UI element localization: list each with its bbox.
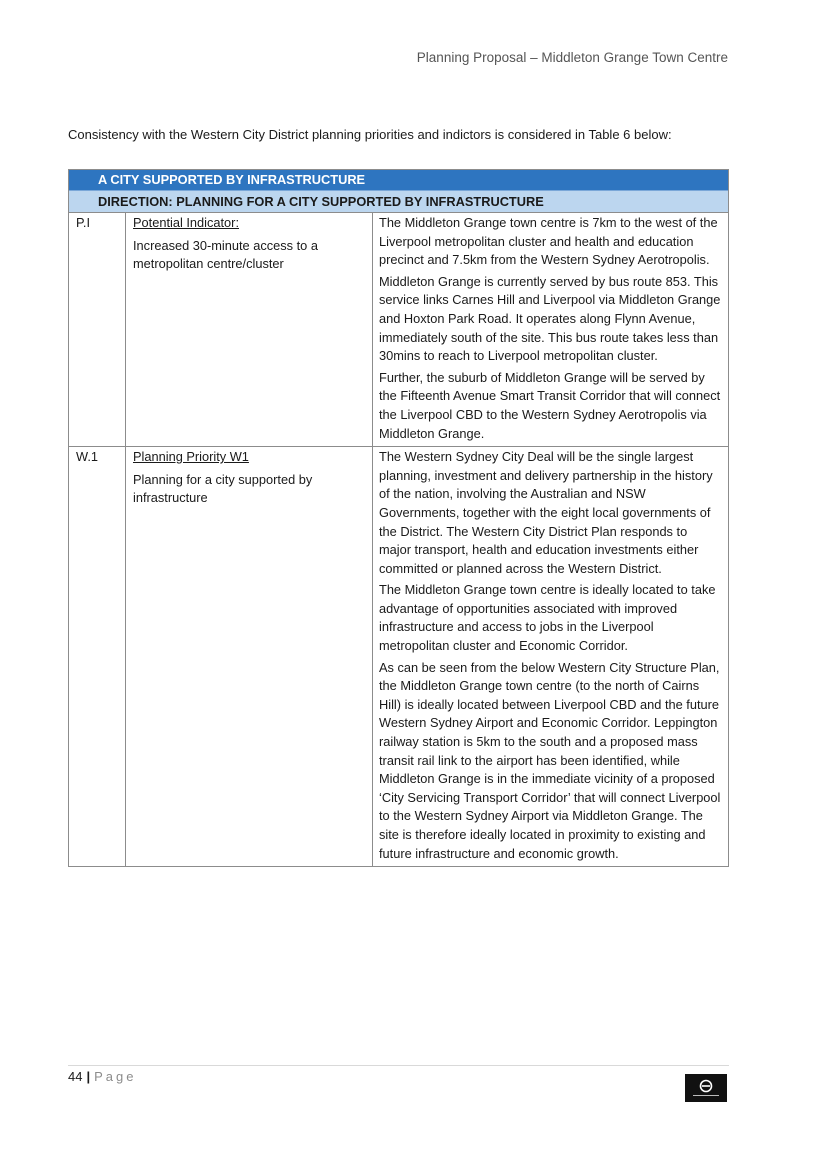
- row-heading: Potential Indicator:: [133, 215, 239, 230]
- row-heading: Planning Priority W1: [133, 449, 249, 465]
- row-description: Increased 30-minute access to a metropolitan centre/cluster: [133, 237, 318, 272]
- response-paragraph: Further, the suburb of Middleton Grange will be served by the Fifteenth Avenue Smart Transit Corridor that will connect the Liverpool CBD to the Western Sydney Aerotropolis via Middleton Grange.: [379, 369, 721, 441]
- response-paragraph: The Middleton Grange town centre is 7km to the west of the Liverpool metropolitan cluster and health and education precinct and 7.5km from the Western Sydney Aerotropolis.: [379, 215, 718, 268]
- table-row: [69, 447, 728, 866]
- row-description: Planning for a city supported by infrastructure: [133, 471, 313, 506]
- response-paragraph: Middleton Grange is currently served by bus route 853. This service links Carnes Hill and Liverpool via Middleton Grange and Hoxton Park Road. It operates along Flynn Avenue, immediately south of the site. This bus route takes less than 30mins to reach to Liverpool metropolitan cluster.: [379, 273, 721, 364]
- row-response: [373, 213, 728, 446]
- table-direction: DIRECTION: PLANNING FOR A CITY SUPPORTED BY INFRASTRUCTURE: [69, 191, 728, 213]
- consistency-table: [68, 169, 729, 867]
- row-ref: P.I: [69, 213, 126, 446]
- response-paragraph: The Middleton Grange town centre is ideally located to take advantage of opportunities associated with improved infrastructure and access to jobs in the Liverpool metropolitan cluster and Economic Corridor.: [379, 582, 716, 654]
- table-title: A CITY SUPPORTED BY INFRASTRUCTURE: [69, 170, 728, 191]
- table-row: [69, 213, 728, 447]
- page-number-value: 44: [68, 1069, 83, 1084]
- page-separator: |: [86, 1069, 91, 1084]
- row-criteria: [126, 213, 373, 446]
- header-title: Planning Proposal – Middleton Grange Town Centre: [416, 50, 728, 65]
- page-number: [68, 1069, 136, 1084]
- row-response: [373, 447, 728, 866]
- page-label: Page: [94, 1069, 137, 1084]
- response-paragraph: As can be seen from the below Western City Structure Plan, the Middleton Grange town centre (to the north of Cairns Hill) is ideally located between Liverpool CBD and the future Western Sydney Airport and Economic Corridor. Leppington railway station is 5km to the south and a proposed mass transit rail link to the airport has been identified, while Middleton Grange is in the immediate vicinity of a proposed ‘City Servicing Transport Corridor’ that will connect Liverpool to the Western Sydney Airport via Middleton Grange. The site is therefore ideally located in proximity to existing and future infrastructure and economic growth.: [379, 659, 721, 861]
- row-ref: W.1: [69, 447, 126, 866]
- response-paragraph: The Western Sydney City Deal will be the single largest planning, investment and delivery partnership in the history of the nation, involving the Australian and NSW Governments, together with the eight local governments of the District. The Western City District Plan responds to major transport, health and education investments either committed or planned across the Western District.: [379, 449, 713, 576]
- footer-divider: [68, 1065, 729, 1066]
- logo-icon: [685, 1074, 727, 1102]
- row-criteria: [126, 447, 373, 866]
- intro-text: Consistency with the Western City District planning priorities and indictors is considered in Table 6 below:: [68, 127, 672, 142]
- logo-mark: [685, 1074, 727, 1102]
